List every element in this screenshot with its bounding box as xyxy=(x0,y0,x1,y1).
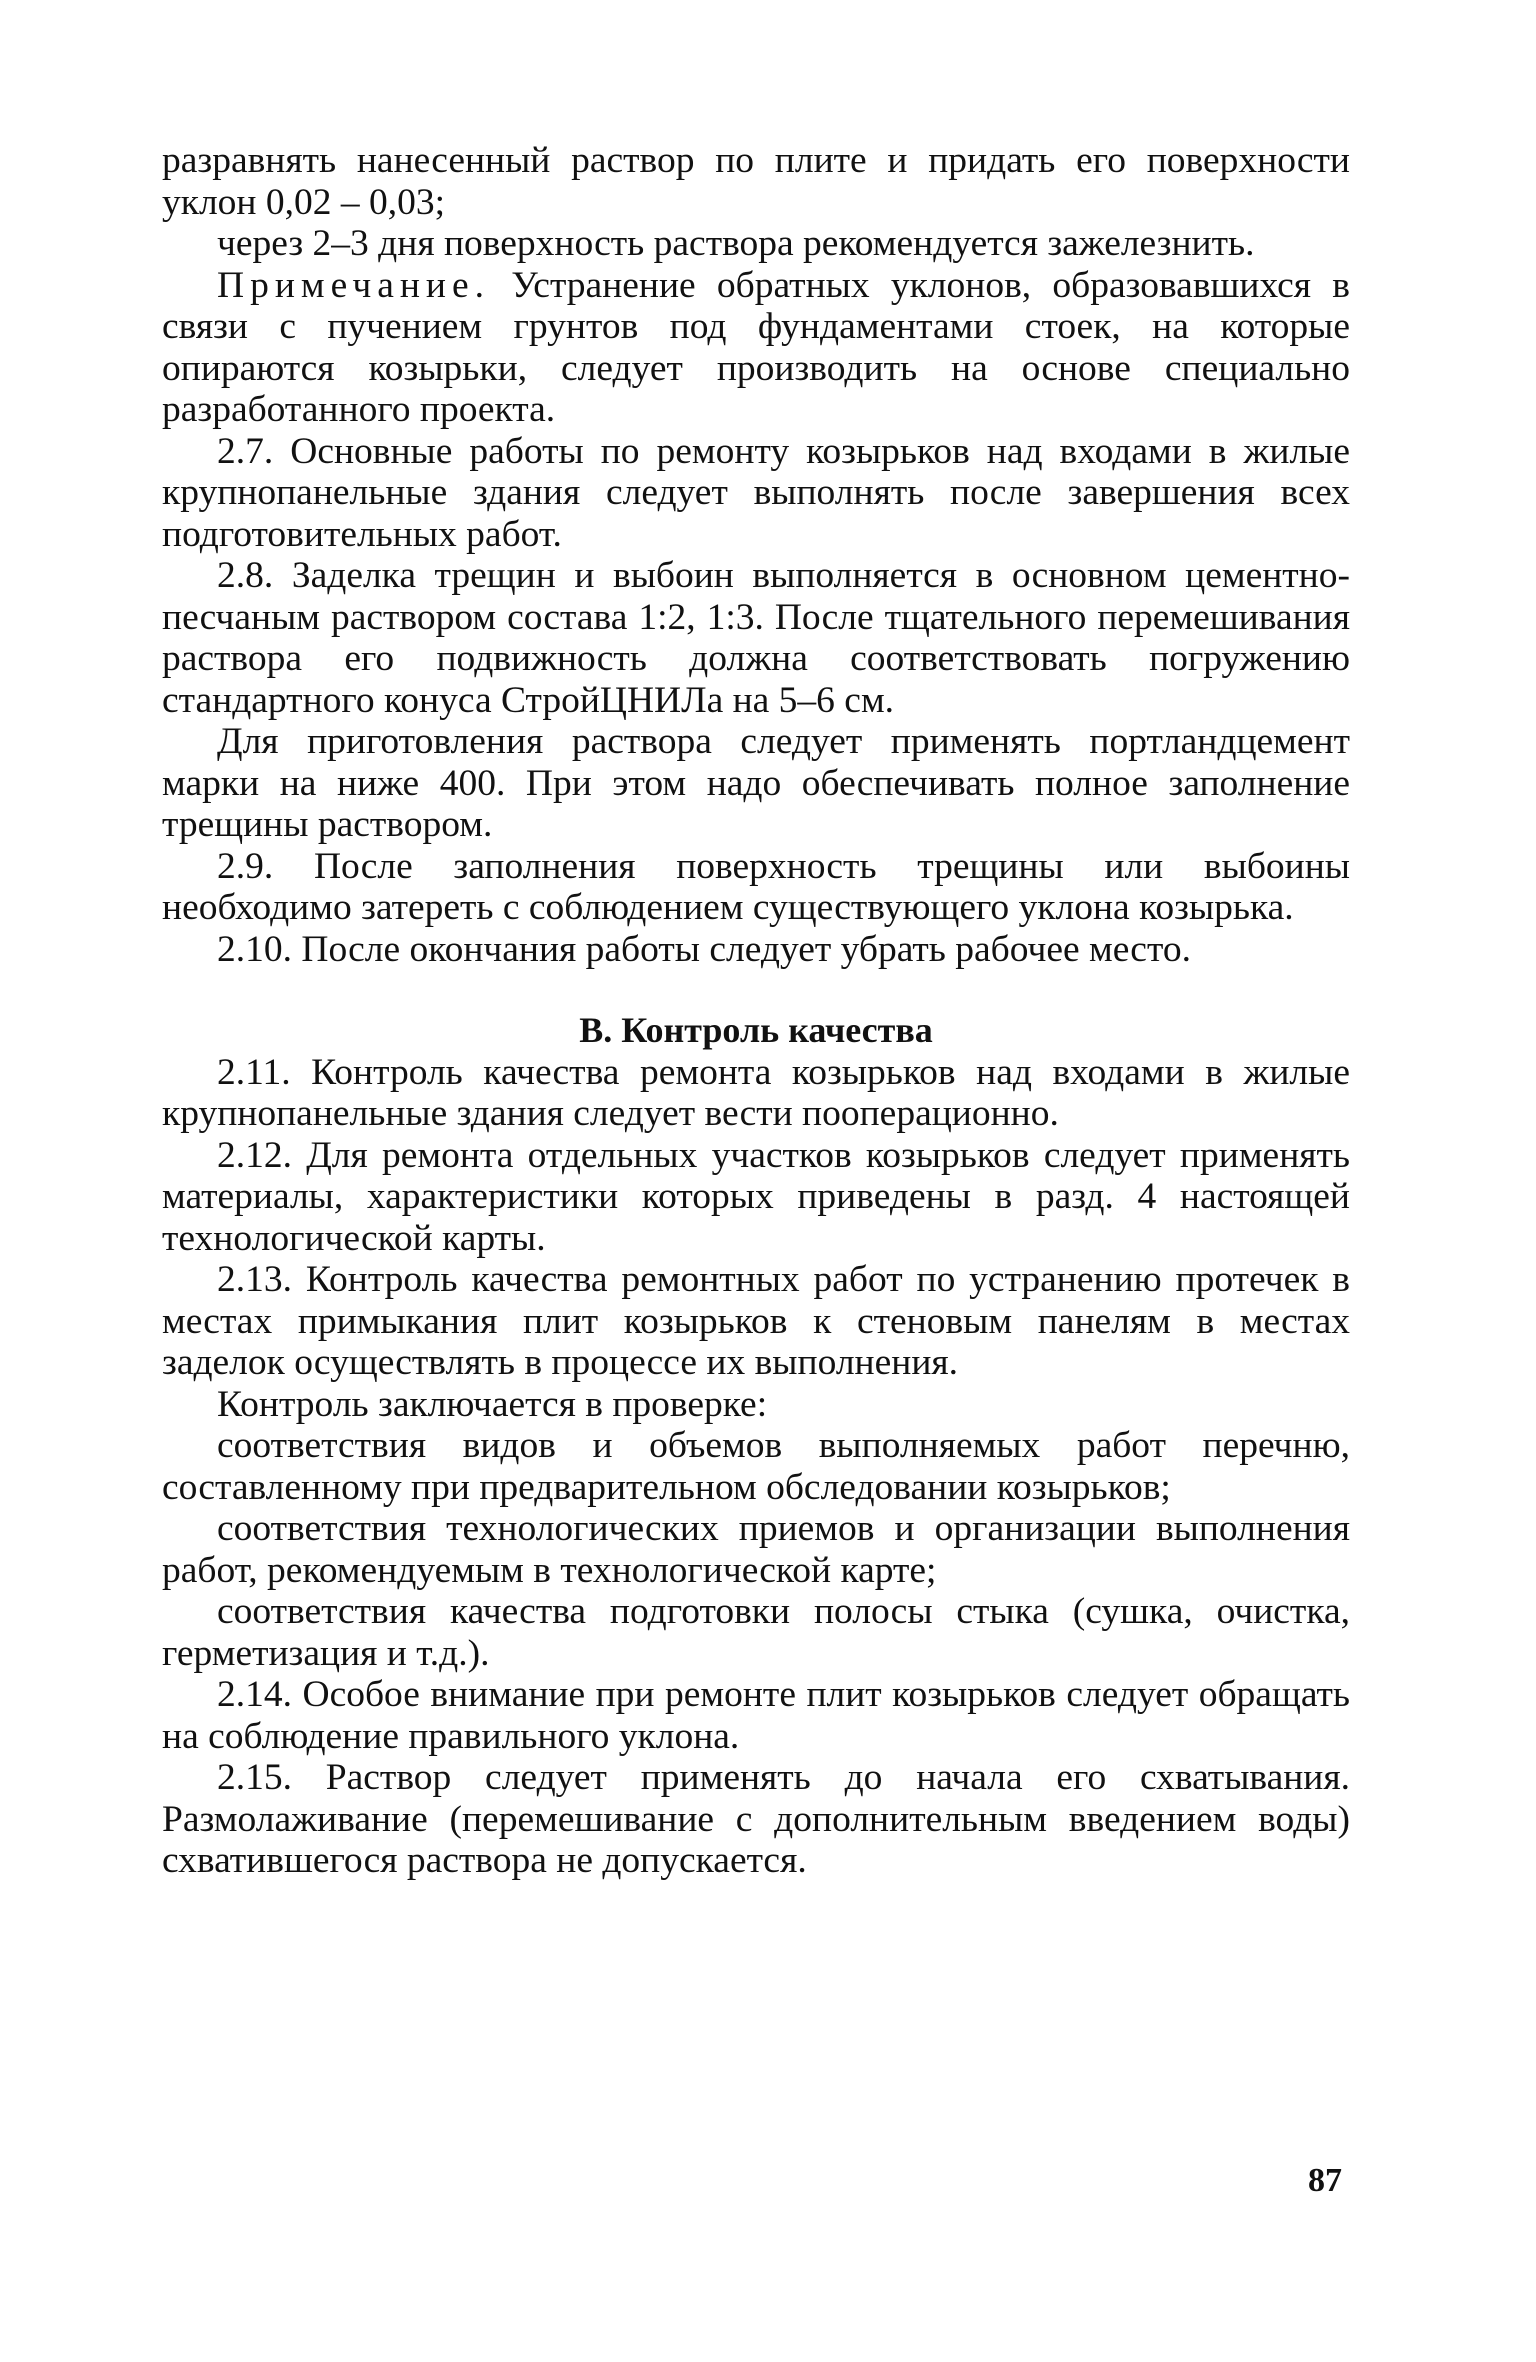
paragraph-2-9: 2.9. После заполнения поверхность трещины или выбоины необходимо затереть с соблюдением существующего уклона козырька. xyxy=(162,845,1350,928)
paragraph-2-15: 2.15. Раствор следует применять до начала его схватывания. Размолаживание (перемешивание с дополнительным введением воды) схватившегося раствора не допускается. xyxy=(162,1757,1350,1881)
note-paragraph xyxy=(162,265,1350,431)
paragraph-2-8: 2.8. Заделка трещин и выбоин выполняется в основном цементно-песчаным раствором состава 1:2, 1:3. После тщательного перемешивания раствора его подвижность должна соответствовать погружению стандартного конуса СтройЦНИЛа на 5–6 см. xyxy=(162,555,1350,721)
paragraph: Контроль заключается в проверке: xyxy=(217,1383,768,1425)
paragraph: через 2–3 дня поверхность раствора рекомендуется зажелезнить. xyxy=(217,223,1255,264)
paragraph-2-12: 2.12. Для ремонта отдельных участков козырьков следует применять материалы, характеристики которых приведены в разд. 4 настоящей технологической карты. xyxy=(162,1134,1350,1259)
page-body xyxy=(162,140,1350,1882)
paragraph-2-13: 2.13. Контроль качества ремонтных работ по устранению протечек в местах примыкания плит козырьков к стеновым панелям в местах заделок осуществлять в процессе их выполнения. xyxy=(162,1259,1350,1383)
note-text: Устранение обратных уклонов, образовавшихся в связи с пучением грунтов под фундаментами стоек, на которые опираются козырьки, следует производить на основе специально разработанного проекта. xyxy=(162,264,1350,430)
list-item: соответствия технологических приемов и организации выполнения работ, рекомендуемым в технологической карте; xyxy=(162,1508,1350,1591)
page-number: 87 xyxy=(1308,2162,1342,2199)
section-heading: В. Контроль качества xyxy=(579,1010,933,1050)
list-item: соответствия видов и объемов выполняемых работ перечню, составленному при предварительном обследовании козырьков; xyxy=(162,1425,1350,1508)
note-label: Примечание. xyxy=(217,264,491,306)
paragraph: Для приготовления раствора следует применять портландцемент марки на ниже 400. При этом надо обеспечивать полное заполнение трещины раствором. xyxy=(162,721,1350,845)
list-item: соответствия качества подготовки полосы стыка (сушка, очистка, герметизация и т.д.). xyxy=(162,1591,1350,1674)
paragraph-2-7: 2.7. Основные работы по ремонту козырьков над входами в жилые крупнопанельные здания следует выполнять после завершения всех подготовительных работ. xyxy=(162,430,1350,555)
paragraph-2-14: 2.14. Особое внимание при ремонте плит козырьков следует обращать на соблюдение правильного уклона. xyxy=(162,1674,1350,1757)
paragraph: разравнять нанесенный раствор по плите и придать его поверхности уклон 0,02 – 0,03; xyxy=(162,140,1350,223)
paragraph-2-11: 2.11. Контроль качества ремонта козырьков над входами в жилые крупнопанельные здания следует вести пооперационно. xyxy=(162,1051,1350,1134)
paragraph-2-10: 2.10. После окончания работы следует убрать рабочее место. xyxy=(217,928,1191,970)
